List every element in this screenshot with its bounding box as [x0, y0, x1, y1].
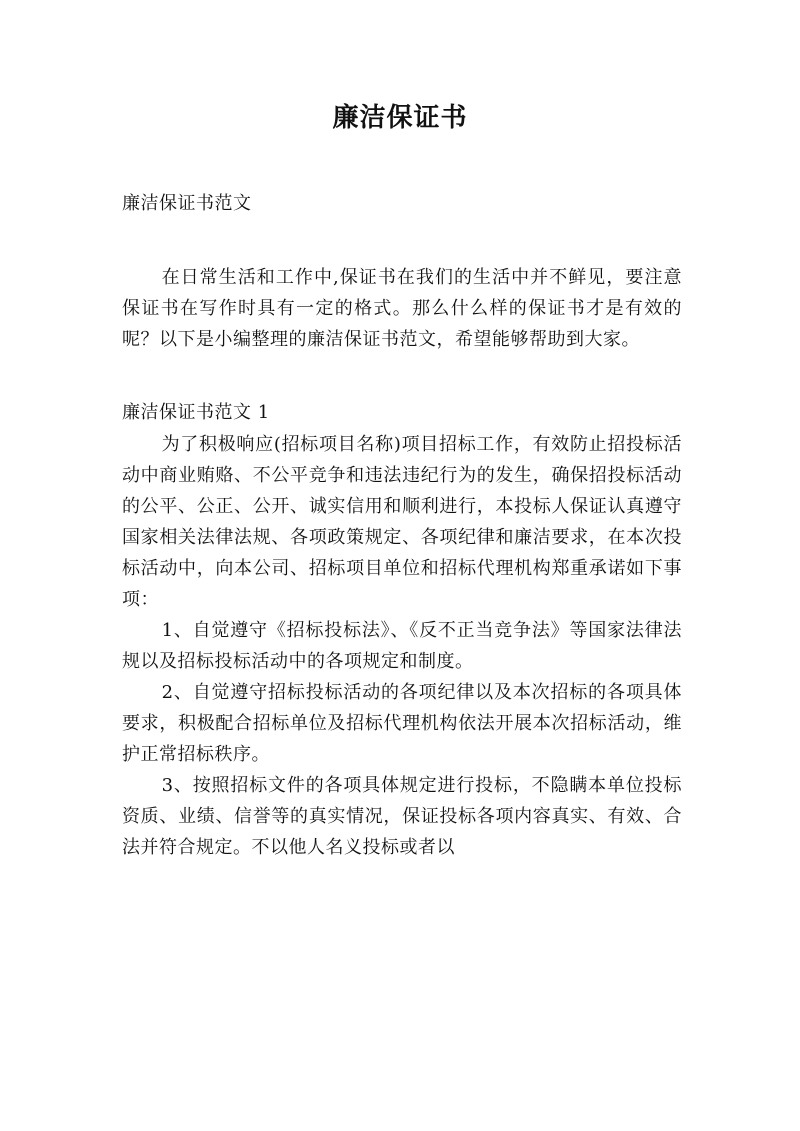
document-body: [122, 188, 682, 863]
commitment-item-2: 2、自觉遵守招标投标活动的各项纪律以及本次招标的各项具体要求，积极配合招标单位及招标代理机构依法开展本次招标活动，维护正常招标秩序。: [122, 682, 682, 765]
document-title: 廉洁保证书: [332, 103, 468, 133]
intro-paragraph: 在日常生活和工作中,保证书在我们的生活中并不鲜见，要注意保证书在写作时具有一定的格式。那么什么样的保证书才是有效的呢？以下是小编整理的廉洁保证书范文，希望能够帮助到大家。: [122, 267, 682, 350]
document-subtitle: 廉洁保证书范文: [122, 193, 252, 214]
commitment-item-3: 3、按照招标文件的各项具体规定进行投标，不隐瞒本单位投标资质、业绩、信誉等的真实情况，保证投标各项内容真实、有效、合法并符合规定。不以他人名义投标或者以: [122, 775, 682, 858]
commitment-item-1: 1、自觉遵守《招标投标法》、《反不正当竞争法》等国家法律法规以及招标投标活动中的各项规定和制度。: [122, 620, 682, 672]
body-paragraph: 为了积极响应(招标项目名称)项目招标工作，有效防止招投标活动中商业贿赂、不公平竞争和违法违纪行为的发生，确保招投标活动的公平、公正、公开、诚实信用和顺利进行，本投标人保证认真遵守国家相关法律法规、各项政策规定、各项纪律和廉洁要求，在本次投标活动中，向本公司、招标项目单位和招标代理机构郑重承诺如下事项：: [122, 434, 682, 610]
section-title: 廉洁保证书范文 1: [122, 402, 270, 423]
